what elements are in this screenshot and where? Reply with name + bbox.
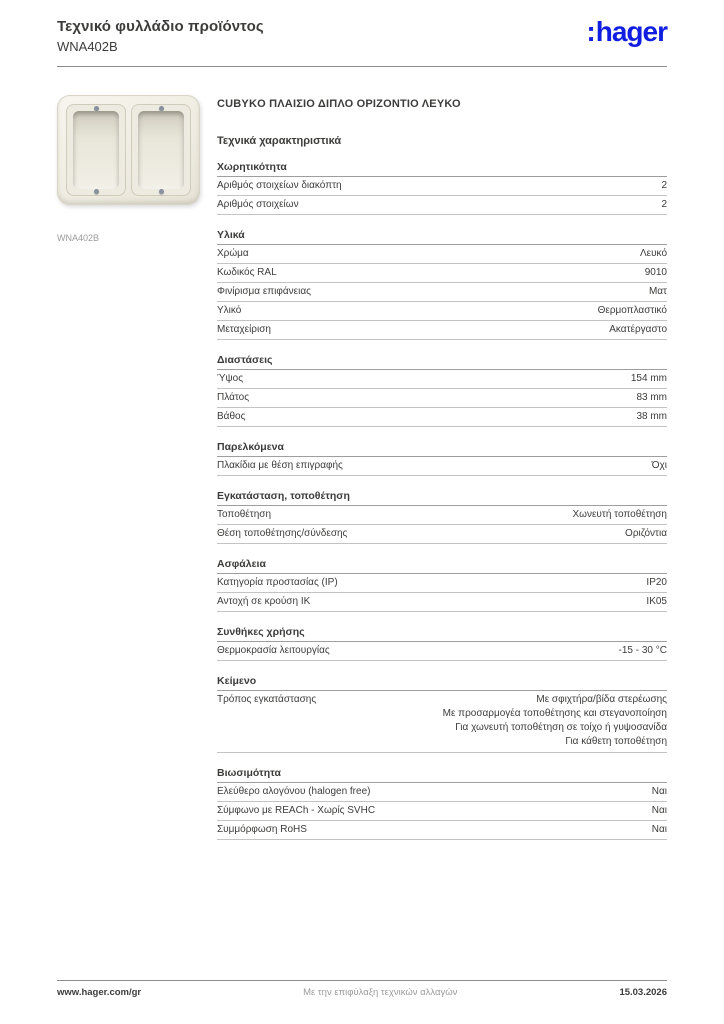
spec-row-label: Πλακίδια με θέση επιγραφής [217,460,343,471]
spec-row-value-line: Με σφιχτήρα/βίδα στερέωσης [536,694,667,705]
screw-icon [159,189,164,194]
screw-icon [94,189,99,194]
spec-row [217,302,667,321]
spec-row [217,802,667,821]
spec-row-value: -15 - 30 °C [618,645,667,656]
spec-section [217,626,667,661]
spec-row-label: Θέση τοποθέτησης/σύνδεσης [217,528,348,539]
product-image-column [57,95,202,840]
spec-row [217,245,667,264]
spec-row-value: Ναι [651,786,667,797]
spec-row [217,196,667,215]
spec-section [217,161,667,215]
spec-row-value: Όχι [651,460,667,471]
spec-row-label: Κωδικός RAL [217,267,277,278]
spec-row [217,691,667,753]
spec-row-label: Αριθμός στοιχείων διακόπτη [217,180,342,191]
spec-section-title: Εγκατάσταση, τοποθέτηση [217,490,667,506]
spec-row-value: Χωνευτή τοποθέτηση [572,509,667,520]
hager-logo-text: hager [595,16,667,47]
spec-row [217,321,667,340]
spec-row-value: Λευκό [639,248,667,259]
spec-row-label: Πλάτος [217,392,250,403]
spec-row [217,283,667,302]
product-image-caption: WNA402B [57,233,100,243]
spec-row-value: 154 mm [630,373,667,384]
spec-row [217,370,667,389]
spec-row-label: Ελεύθερο αλογόνου (halogen free) [217,786,371,797]
spec-section [217,441,667,476]
product-image [57,95,200,205]
spec-row-value: Θερμοπλαστικό [597,305,667,316]
spec-section-title: Διαστάσεις [217,354,667,370]
spec-sections [217,161,667,840]
spec-row [217,506,667,525]
spec-row [217,783,667,802]
spec-row [217,389,667,408]
spec-section [217,229,667,340]
spec-row-label: Σύμφωνο με REACh - Χωρίς SVHC [217,805,376,816]
main-content [57,95,667,840]
spec-row-label: Χρώμα [217,248,249,259]
spec-section-title: Χωρητικότητα [217,161,667,177]
spec-row-label: Ύψος [217,373,244,384]
specs-heading: Τεχνικά χαρακτηριστικά [217,135,342,147]
spec-row-label: Αριθμός στοιχείων [217,199,299,210]
header-titles [57,18,264,54]
spec-section [217,490,667,544]
hager-logo [586,18,667,46]
frame-window-right [131,104,191,196]
spec-row-value-line: Για χωνευτή τοποθέτηση σε τοίχο ή γυψοσανίδα [455,722,667,733]
spec-section-title: Υλικά [217,229,667,245]
spec-section-title: Παρελκόμενα [217,441,667,457]
spec-row-value-line: Για κάθετη τοποθέτηση [565,736,667,747]
page-footer [57,980,667,998]
spec-row [217,177,667,196]
spec-section-title: Συνθήκες χρήσης [217,626,667,642]
spec-row-value: 2 [661,180,667,191]
spec-section-title: Βιωσιμότητα [217,767,667,783]
spec-row-label: Τοποθέτηση [217,509,272,520]
spec-row [217,593,667,612]
spec-row-value: Ναι [651,824,667,835]
spec-row [217,457,667,476]
spec-row [217,408,667,427]
footer-url: www.hager.com/gr [57,987,142,998]
frame-opening-left [73,111,119,189]
spec-row-value [443,693,667,749]
header-divider [57,66,667,67]
page-header [57,0,667,54]
spec-row-value: Οριζόντια [625,528,667,539]
spec-section [217,767,667,840]
spec-row-value: 9010 [644,267,667,278]
specs-column [217,95,667,840]
spec-row-value: 38 mm [636,411,667,422]
spec-row [217,264,667,283]
spec-section-title: Ασφάλεια [217,558,667,574]
spec-section-title: Κείμενο [217,675,667,691]
spec-row-label: Υλικό [217,305,242,316]
spec-row-label: Κατηγορία προστασίας (IP) [217,577,338,588]
document-title: Τεχνικό φυλλάδιο προϊόντος [57,18,264,35]
spec-row-value: Ακατέργαστο [609,324,667,335]
spec-row-label: Συμμόρφωση RoHS [217,824,307,835]
spec-row-value: Ναι [651,805,667,816]
product-code: WNA402B [57,39,118,54]
spec-row-label: Φινίρισμα επιφάνειας [217,286,311,297]
frame-window-left [66,104,126,196]
footer-disclaimer: Με την επιφύλαξη τεχνικών αλλαγών [303,987,458,998]
spec-section [217,354,667,427]
spec-row [217,821,667,840]
spec-row-label: Θερμοκρασία λειτουργίας [217,645,330,656]
spec-row-label: Βάθος [217,411,246,422]
spec-section [217,675,667,753]
spec-row [217,642,667,661]
spec-row-label: Τρόπος εγκατάστασης [217,694,317,705]
spec-row-value: IK05 [646,596,667,607]
spec-row-label: Αντοχή σε κρούση ΙΚ [217,596,311,607]
spec-section [217,558,667,612]
spec-row-value: 2 [661,199,667,210]
frame-opening-right [138,111,184,189]
product-name: CUBYKO ΠΛΑΙΣΙΟ ΔΙΠΛΟ ΟΡΙΖΟΝΤΙΟ ΛΕΥΚΟ [217,98,461,110]
spec-row-label: Μεταχείριση [217,324,271,335]
spec-row-value: IP20 [646,577,667,588]
spec-row [217,525,667,544]
spec-row [217,574,667,593]
spec-row-value: Ματ [648,286,667,297]
spec-row-value-line: Με προσαρμογέα τοποθέτησης και στεγανοποίηση [442,708,667,719]
footer-date: 15.03.2026 [619,987,667,998]
spec-row-value: 83 mm [636,392,667,403]
hager-logo-dots: : [586,16,595,47]
